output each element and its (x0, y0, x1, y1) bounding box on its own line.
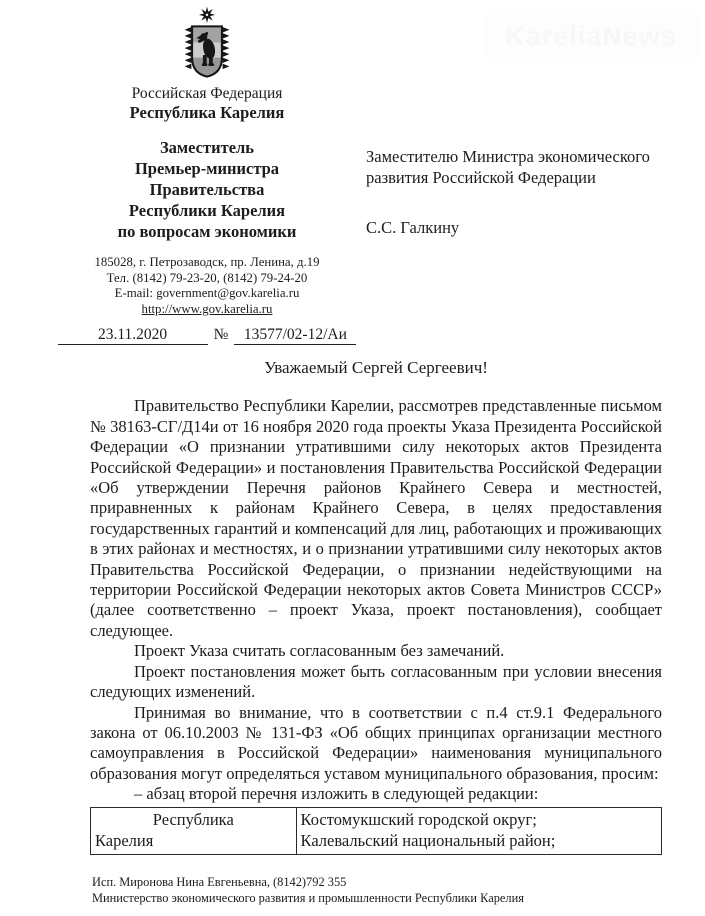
body-paragraph: Проект постановления может быть согласованным при условии внесения следующих изменений. (90, 661, 662, 702)
recipient-block (366, 146, 668, 238)
body-paragraph: Принимая во внимание, что в соответствии с п.4 ст.9.1 Федерального закона от 06.10.2003 № 131-ФЗ «Об общих принципах организации местного самоуправления в Российской Федерации» наименования муниципального образования могут определяться уставом муниципального образования, просим: (90, 702, 662, 783)
letterhead (48, 6, 366, 345)
letter-body (90, 358, 662, 855)
country-name: Российская Федерация (131, 85, 283, 102)
karelia-coat-of-arms-icon (161, 6, 253, 82)
sender-title-line: Правительства (149, 180, 265, 199)
region-cell-line: Республика (152, 809, 234, 829)
doc-number: 13577/02-12/Аи (234, 326, 356, 345)
executor-line: Исп. Миронова Нина Евгеньевна, (8142)792 355 (92, 875, 347, 889)
address-block (48, 255, 366, 317)
body-paragraph: Проект Указа считать согласованным без замечаний. (134, 641, 505, 661)
address-line: Тел. (8142) 79-23-20, (8142) 79-24-20 (106, 270, 308, 285)
sender-title-block (48, 137, 366, 242)
table-row (91, 807, 662, 854)
sender-title-line: Республики Карелия (128, 201, 286, 220)
district-line: Костомукшский городской округ; (300, 809, 537, 829)
address-line: E-mail: government@gov.karelia.ru (114, 286, 300, 300)
body-paragraph: Правительство Республики Карелии, рассмотрев представленные письмом № 38163-СГ/Д14и от 16 ноября 2020 года проекты Указа Президента Российской Федерации «О признании утратившими силу некоторых актов Президента Российской Федерации» и постановления Правительства Российской Федерации «Об утверждении Перечня районов Крайнего Севера и местностей, приравненных к районам Крайнего Севера, в целях предоставления государственных гарантий и компенсаций для лиц, работающих и проживающих в этих районах и местностях, и о признании утратившими силу некоторых актов Правительства Российской Федерации, о признании недействующими на территории Российской Федерации некоторых актов Совета Министров СССР» (далее соответственно – проект Указа, проект постановления), сообщает следующее. (90, 396, 662, 640)
press-watermark (483, 14, 699, 58)
recipient-name: С.С. Галкину (366, 218, 460, 237)
recipient-title: Заместителю Министра экономического развития Российской Федерации (366, 147, 650, 187)
table-cell-districts (296, 807, 661, 854)
date-value: 23.11.2020 (58, 326, 208, 345)
letter-footer (92, 874, 524, 906)
amendment-table (90, 807, 662, 855)
region-cell-line: Карелия (95, 830, 154, 850)
number-sign: № (213, 326, 229, 343)
sender-title-line: Премьер-министра (134, 159, 280, 178)
region-name: Республика Карелия (129, 103, 285, 122)
sender-title-line: Заместитель (159, 138, 255, 157)
body-paragraph: – абзац второй перечня изложить в следующей редакции: (134, 784, 539, 804)
website-link: http://www.gov.karelia.ru (141, 301, 273, 316)
district-line: Калевальский национальный район; (300, 830, 556, 850)
address-line: 185028, г. Петрозаводск, пр. Ленина, д.19 (94, 255, 320, 269)
salutation: Уважаемый Сергей Сергеевич! (264, 358, 488, 377)
ministry-line: Министерство экономического развития и промышленности Республики Карелия (92, 891, 524, 905)
date-number-line (48, 326, 366, 345)
table-cell-region (91, 807, 297, 854)
press-watermark-text: KareliaNews (505, 20, 677, 51)
sender-title-line: по вопросам экономики (117, 222, 297, 241)
